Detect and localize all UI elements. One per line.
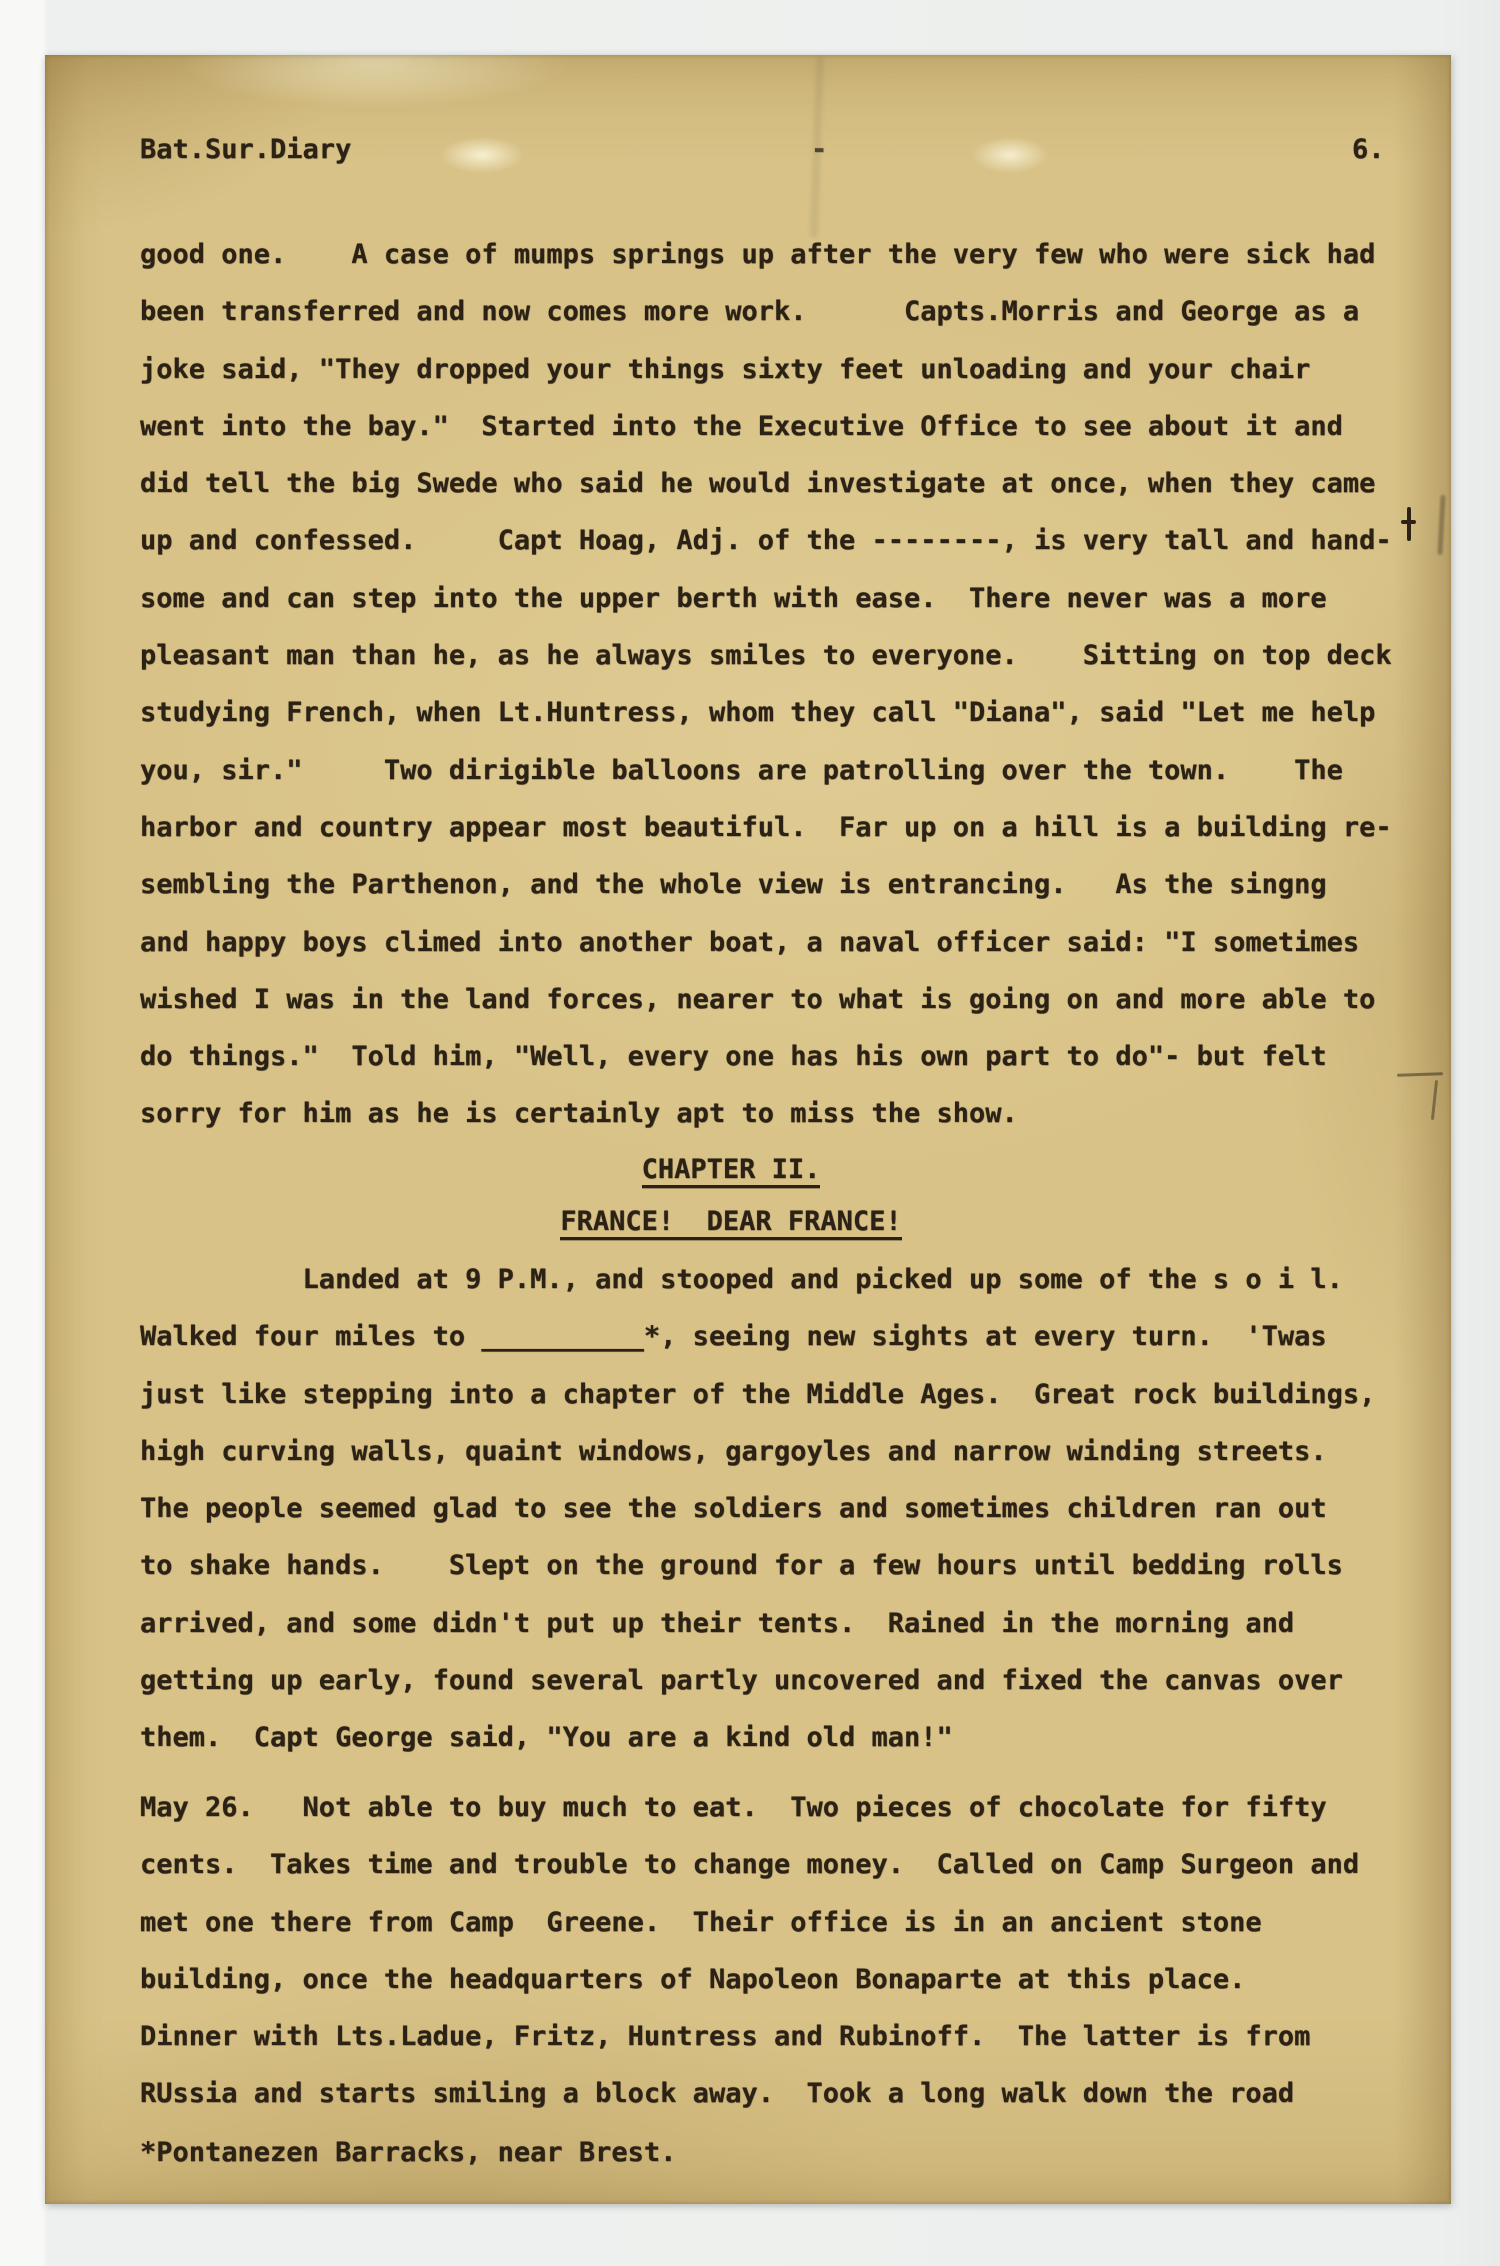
text-line: RUssia and starts smiling a block away. Took a long walk down the road: [140, 2078, 1295, 2110]
text-line: been transferred and now comes more work. Capts.Morris and George as a: [140, 296, 1360, 328]
text-line: joke said, "They dropped your things sixty feet unloading and your chair: [140, 353, 1311, 385]
page-header: [45, 121, 1451, 179]
overstrike-plus-icon: [1401, 507, 1416, 541]
paragraph-1: [140, 226, 1392, 1143]
text-line: May 26. Not able to buy much to eat. Two pieces of chocolate for fifty: [140, 1792, 1327, 1823]
chapter-subtitle-text: FRANCE! DEAR FRANCE!: [560, 1206, 901, 1240]
header-dash-mark: -: [811, 134, 828, 165]
diary-page: [45, 55, 1451, 2204]
text-line: sorry for him as he is certainly apt to miss the show.: [140, 1098, 1018, 1130]
text-line: Walked four miles to __________*, seeing new sights at every turn. 'Twas: [140, 1321, 1327, 1353]
text-line: you, sir." Two dirigible balloons are patrolling over the town. The: [140, 754, 1343, 786]
paragraph-3: [140, 1779, 1359, 2123]
chapter-subtitle: [45, 1193, 1451, 1250]
text-line: high curving walls, quaint windows, gargoyles and narrow winding streets.: [140, 1435, 1327, 1467]
paragraph-2: [140, 1251, 1375, 1767]
text-line: building, once the headquarters of Napoleon Bonaparte at this place.: [140, 1963, 1246, 1995]
text-line: do things." Told him, "Well, every one has his own part to do"- but felt: [140, 1041, 1327, 1073]
text-line: went into the bay." Started into the Executive Office to see about it and: [140, 410, 1343, 442]
text-line: to shake hands. Slept on the ground for a few hours until bedding rolls: [140, 1550, 1343, 1582]
text-line: pleasant man than he, as he always smiles to everyone. Sitting on top deck: [140, 640, 1392, 672]
text-line: Landed at 9 P.M., and stooped and picked up some of the s o i l.: [140, 1264, 1343, 1295]
text-line: them. Capt George said, "You are a kind old man!": [140, 1722, 953, 1754]
text-line: getting up early, found several partly uncovered and fixed the canvas over: [140, 1665, 1343, 1697]
text-line: harbor and country appear most beautiful. Far up on a hill is a building re-: [140, 811, 1392, 843]
page-number: 6.: [1352, 134, 1385, 165]
chapter-title-text: CHAPTER II.: [642, 1154, 821, 1188]
text-line: up and confessed. Capt Hoag, Adj. of the --------, is very tall and hand-: [140, 525, 1392, 557]
text-line: The people seemed glad to see the soldiers and sometimes children ran out: [140, 1493, 1327, 1525]
text-line: studying French, when Lt.Huntress, whom they call "Diana", said "Let me help: [140, 697, 1376, 729]
footnote: *Pontanezen Barracks, near Brest.: [140, 2137, 677, 2168]
running-title: Bat.Sur.Diary: [140, 134, 352, 165]
pencil-mark: [1397, 1072, 1443, 1077]
edge-scuff-mark: [1437, 495, 1445, 555]
pencil-mark: [1431, 1080, 1438, 1120]
text-line: wished I was in the land forces, nearer to what is going on and more able to: [140, 983, 1376, 1015]
text-line: Dinner with Lts.Ladue, Fritz, Huntress and Rubinoff. The latter is from: [140, 2021, 1311, 2053]
text-line: sembling the Parthenon, and the whole view is entrancing. As the singng: [140, 869, 1327, 901]
text-line: some and can step into the upper berth with ease. There never was a more: [140, 582, 1327, 614]
text-line: good one. A case of mumps springs up after the very few who were sick had: [140, 239, 1376, 270]
text-line: just like stepping into a chapter of the Middle Ages. Great rock buildings,: [140, 1378, 1376, 1410]
text-line: did tell the big Swede who said he would investigate at once, when they came: [140, 468, 1376, 500]
text-line: cents. Takes time and trouble to change money. Called on Camp Surgeon and: [140, 1849, 1360, 1881]
text-line: and happy boys climed into another boat, a naval officer said: "I sometimes: [140, 926, 1360, 958]
chapter-heading: [45, 1141, 1451, 1198]
text-line: met one there from Camp Greene. Their office is in an ancient stone: [140, 1906, 1262, 1938]
text-line: arrived, and some didn't put up their tents. Rained in the morning and: [140, 1607, 1295, 1639]
